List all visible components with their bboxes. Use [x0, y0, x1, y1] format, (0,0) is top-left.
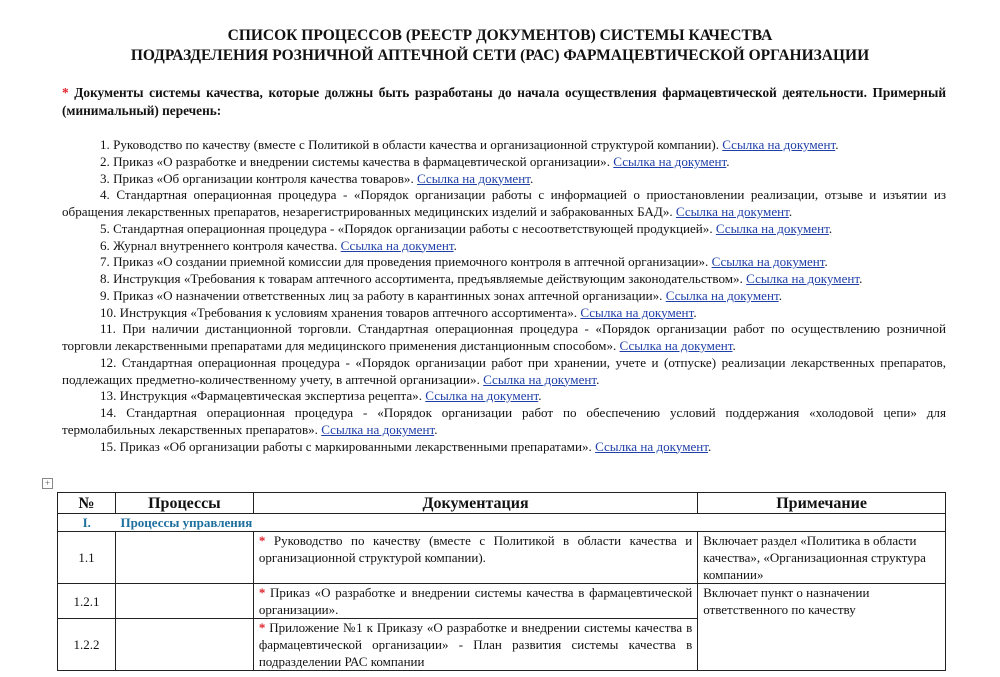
list-item: 14. Стандартная операционная процедура - «Порядок организации работ по обеспечению условий поддержания «холодовой цепи» для термолабильных лекарственных препаратов». Ссылка на документ. [62, 405, 946, 437]
table-row [58, 532, 946, 584]
header-note: Примечание [698, 493, 946, 514]
list-item: 9. Приказ «О назначении ответственных лиц за работу в карантинных зонах аптечной организации». Ссылка на документ. [100, 287, 782, 303]
intro-paragraph [62, 84, 946, 120]
document-link[interactable]: Ссылка на документ [711, 254, 825, 270]
document-link[interactable]: Ссылка на документ [595, 438, 709, 454]
list-item: 1. Руководство по качеству (вместе с Политикой в области качества и организационной структурой компании). Ссылка на документ. [100, 137, 839, 152]
list-item: 4. Стандартная операционная процедура - «Порядок организации работы с информацией о приостановлении реализации, отзыве и изъятии из обращения лекарственных препаратов, незарегистрированных медицинских изделий и забракованных БАД». Ссылка на документ. [62, 187, 946, 219]
document-link[interactable]: Ссылка на документ [425, 388, 539, 404]
list-item: 6. Журнал внутреннего контроля качества. Ссылка на документ. [100, 237, 457, 253]
document-link[interactable]: Ссылка на документ [746, 271, 860, 286]
document-list [62, 137, 946, 455]
document-link[interactable]: Ссылка на документ [417, 170, 530, 186]
header-num: № [58, 493, 116, 514]
row-note: Включает раздел «Политика в области качества», «Организационная структура компании» [698, 532, 946, 584]
document-link[interactable]: Ссылка на документ [665, 287, 779, 303]
intro-text: Документы системы качества, которые должны быть разработаны до начала осуществления фармацевтической деятельности. Примерный (минимальный) перечень: [62, 85, 946, 118]
list-item: 2. Приказ «О разработке и внедрении системы качества в фармацевтической организации». Ссылка на документ. [100, 153, 730, 169]
list-item: 7. Приказ «О создании приемной комиссии для проведения приемочного контроля в аптечной организации». Ссылка на документ. [100, 254, 828, 270]
title-line-1: СПИСОК ПРОЦЕССОВ (РЕЕСТР ДОКУМЕНТОВ) СИСТЕМЫ КАЧЕСТВА [227, 27, 773, 44]
document-link[interactable]: Ссылка на документ [722, 137, 836, 152]
required-star: * [258, 620, 266, 635]
document-link[interactable]: Ссылка на документ [715, 220, 829, 236]
section-row [58, 514, 946, 532]
required-star: * [258, 533, 266, 548]
title-line-2: ПОДРАЗДЕЛЕНИЯ РОЗНИЧНОЙ АПТЕЧНОЙ СЕТИ (РАС) ФАРМАЦЕВТИЧЕСКОЙ ОРГАНИЗАЦИИ [130, 47, 870, 64]
row-doc: * Руководство по качеству (вместе с Политикой в области качества и организационной структурой компании). [253, 532, 697, 584]
process-table [57, 492, 946, 671]
header-documentation: Документация [253, 493, 697, 514]
list-item: 13. Инструкция «Фармацевтическая экспертиза рецепта». Ссылка на документ. [100, 388, 542, 404]
list-item: 10. Инструкция «Требования к условиям хранения товаров аптечного ассортимента». Ссылка на документ. [100, 304, 697, 320]
list-item: 5. Стандартная операционная процедура - «Порядок организации работы с несоответствующей продукцией». Ссылка на документ. [100, 220, 833, 236]
document-link[interactable]: Ссылка на документ [340, 237, 454, 253]
list-item: 15. Приказ «Об организации работы с маркированными лекарственными препаратами». Ссылка на документ. [100, 438, 712, 454]
row-num: 1.2.1 [58, 584, 116, 619]
list-item: 11. При наличии дистанционной торговли. Стандартная операционная процедура - «Порядок организации работ по осуществлению розничной торговли лекарственными препаратами для медицинского применения дистанционным способом». Ссылка на документ. [62, 321, 946, 353]
row-process [115, 584, 253, 619]
row-process [115, 532, 253, 584]
required-star: * [258, 585, 266, 600]
header-processes: Процессы [115, 493, 253, 514]
table-header-row [58, 493, 946, 514]
section-num: I. [58, 514, 116, 532]
document-link[interactable]: Ссылка на документ [321, 421, 435, 437]
row-note: Включает пункт о назначении ответственного по качеству [698, 584, 946, 671]
section-label: Процессы управления [115, 514, 945, 532]
document-title [0, 26, 1000, 66]
table-move-handle-icon[interactable]: + [42, 478, 53, 489]
list-item: 3. Приказ «Об организации контроля качества товаров». Ссылка на документ. [100, 170, 534, 186]
row-process [115, 619, 253, 671]
document-link[interactable]: Ссылка на документ [619, 338, 733, 353]
list-item: 8. Инструкция «Требования к товарам аптечного ассортимента, предъявляемые действующим законодательством». Ссылка на документ. [100, 271, 863, 286]
document-link[interactable]: Ссылка на документ [675, 204, 789, 219]
required-star: * [62, 85, 69, 100]
document-link[interactable]: Ссылка на документ [580, 304, 694, 320]
row-doc: * Приложение №1 к Приказу «О разработке и внедрении системы качества в фармацевтической организации» - План развития системы качества в подразделении РАС компании [253, 619, 697, 671]
document-link[interactable]: Ссылка на документ [483, 371, 597, 387]
row-num: 1.2.2 [58, 619, 116, 671]
document-link[interactable]: Ссылка на документ [613, 153, 727, 169]
table-row [58, 584, 946, 619]
row-num: 1.1 [58, 532, 116, 584]
row-doc: * Приказ «О разработке и внедрении системы качества в фармацевтической организации». [253, 584, 697, 619]
list-item: 12. Стандартная операционная процедура - «Порядок организации работ при хранении, учете и (отпуске) реализации лекарственных препаратов, подлежащих предметно-количественному учету, в аптечной организации». Ссылка на документ. [62, 354, 946, 387]
